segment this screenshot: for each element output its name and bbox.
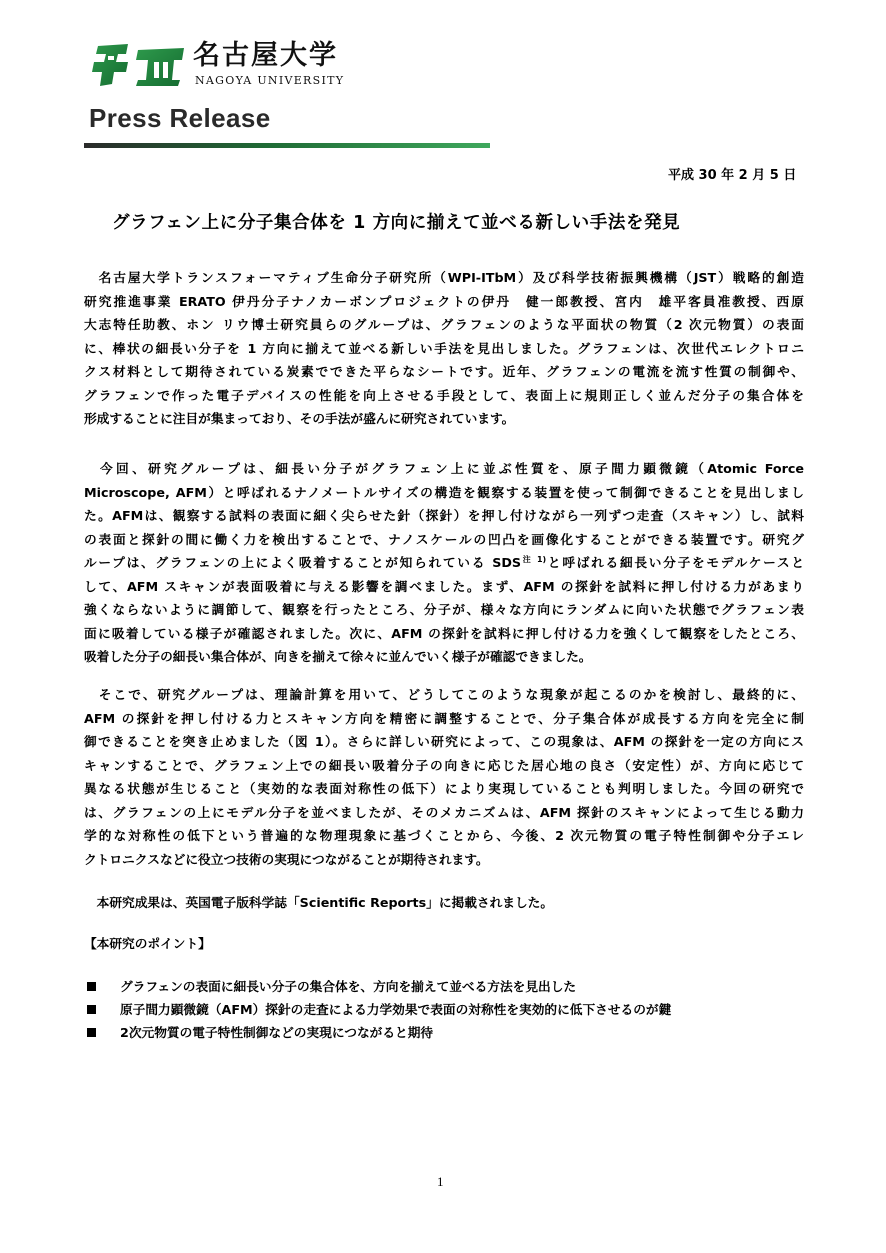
text-line: 研究推進事業 ERATO 伊丹分子ナノカーボンプロジェクトの伊丹 健一郎教授、宮内 雄平客員准教授、西原	[84, 293, 804, 309]
text-line: に、棒状の細長い分子を 1 方向に揃えて並べる新しい手法を見出しました。グラフェンは、次世代エレクトロニ	[84, 340, 804, 356]
footnote-mark: 注 1)	[521, 554, 547, 564]
text-line: グラフェンで作った電子デバイスの性能を向上させる手段として、表面上に規則正しく並んだ分子の集合体を	[84, 387, 804, 403]
text-line: 本研究成果は、英国電子版科学誌「Scientific Reports」に掲載されました。	[84, 895, 554, 910]
text-line: キャンすることで、グラフェン上での細長い吸着分子の向きに応じた居心地の良さ（安定性）が、方向に応じて	[84, 757, 804, 773]
list-item	[84, 1021, 804, 1044]
list-item-text: 2次元物質の電子特性制御などの実現につながると期待	[120, 1025, 434, 1040]
paragraph-1	[84, 266, 804, 431]
text-line: して、AFM スキャンが表面吸着に与える影響を調べました。まず、AFM の探針を試料に押し付ける力があまり	[84, 578, 804, 594]
points-heading: 【本研究のポイント】	[84, 936, 211, 951]
text-segment: と呼ばれる細長い分子をモデルケースと	[546, 555, 805, 570]
text-line: 吸着した分子の細長い集合体が、向きを揃えて徐々に並んでいく様子が確認できました。	[84, 649, 592, 664]
text-line: 形成することに注目が集まっており、その手法が盛んに研究されています。	[84, 411, 515, 426]
university-name-jp: 名古屋大学	[193, 40, 338, 71]
text-line-with-footnote	[84, 551, 804, 575]
list-item-text: グラフェンの表面に細長い分子の集合体を、方向を揃えて並べる方法を見出した	[120, 979, 577, 994]
text-line: そこで、研究グループは、理論計算を用いて、どうしてこのような現象が起こるのかを検討し、最終的に、	[84, 687, 804, 702]
text-line: 名古屋大学トランスフォーマティブ生命分子研究所（WPI-ITbM）及び科学技術振興機構（JST）戦略的創造	[84, 270, 804, 285]
square-bullet-icon	[87, 1028, 96, 1037]
header-underline	[84, 133, 490, 138]
text-segment: ループは、グラフェンの上によく吸着することが知られている SDS	[84, 555, 522, 570]
text-line: 御できることを突き止めました（図 1）。さらに詳しい研究によって、この現象は、AFM の探針を一定の方向にス	[84, 734, 804, 749]
list-item	[84, 975, 804, 998]
press-release-heading: Press Release	[89, 103, 271, 133]
nagoya-university-logo-icon	[88, 40, 188, 88]
page-number: 1	[437, 1174, 444, 1189]
text-line: 大志特任助教、ホン リウ博士研究員らのグループは、グラフェンのような平面状の物質（2 次元物質）の表面	[84, 317, 804, 332]
text-line: Microscope, AFM）と呼ばれるナノメートルサイズの構造を観察する装置を使って制御できることを見出しまし	[84, 484, 804, 500]
paragraph-4	[84, 891, 804, 915]
points-list	[84, 975, 804, 1044]
list-item-text: 原子間力顕微鏡（AFM）探針の走査による力学効果で表面の対称性を実効的に低下させるのが鍵	[120, 1002, 672, 1017]
square-bullet-icon	[87, 982, 96, 991]
text-line: クトロニクスなどに役立つ技術の実現につながることが期待されます。	[84, 851, 489, 867]
text-line: 強くならないように調節して、観察を行ったところ、分子が、様々な方向にランダムに向いた状態でグラフェン表	[84, 602, 804, 617]
text-line: 異なる状態が生じること（実効的な表面対称性の低下）により実現していることも判明しました。今回の研究で	[84, 781, 804, 796]
release-date: 平成 30 年 2 月 5 日	[668, 168, 797, 183]
text-line: た。AFMは、観察する試料の表面に細く尖らせた針（探針）を押し付けながら一列ずつ走査（スキャン）し、試料	[84, 508, 804, 523]
paragraph-2	[84, 457, 804, 669]
text-line: 学的な対称性の低下という普遍的な物理現象に基づくことから、今後、2 次元物質の電子特性制御や分子エレ	[84, 828, 804, 843]
text-line: 面に吸着している様子が確認されました。次に、AFM の探針を試料に押し付ける力を強くして観察をしたところ、	[84, 625, 804, 641]
text-line: AFM の探針を押し付ける力とスキャン方向を精密に調整することで、分子集合体が成長する方向を完全に制	[84, 710, 804, 726]
press-title: グラフェン上に分子集合体を 1 方向に揃えて並べる新しい手法を発見	[112, 213, 681, 233]
text-line: クス材料として期待されている炭素でできた平らなシートです。近年、グラフェンの電流を流す性質の制御や、	[84, 364, 804, 379]
text-line: 今回、研究グループは、細長い分子がグラフェン上に並ぶ性質を、原子間力顕微鏡（Atomic Force	[84, 461, 804, 476]
paragraph-3	[84, 683, 804, 871]
text-line: の表面と探針の間に働く力を検出することで、ナノスケールの凹凸を画像化することができる装置です。研究グ	[84, 531, 804, 547]
text-line: は、グラフェンの上にモデル分子を並べましたが、そのメカニズムは、AFM 探針のスキャンによって生じる動力	[84, 804, 804, 820]
square-bullet-icon	[87, 1005, 96, 1014]
university-name-en: NAGOYA UNIVERSITY	[195, 74, 345, 87]
list-item	[84, 998, 804, 1021]
